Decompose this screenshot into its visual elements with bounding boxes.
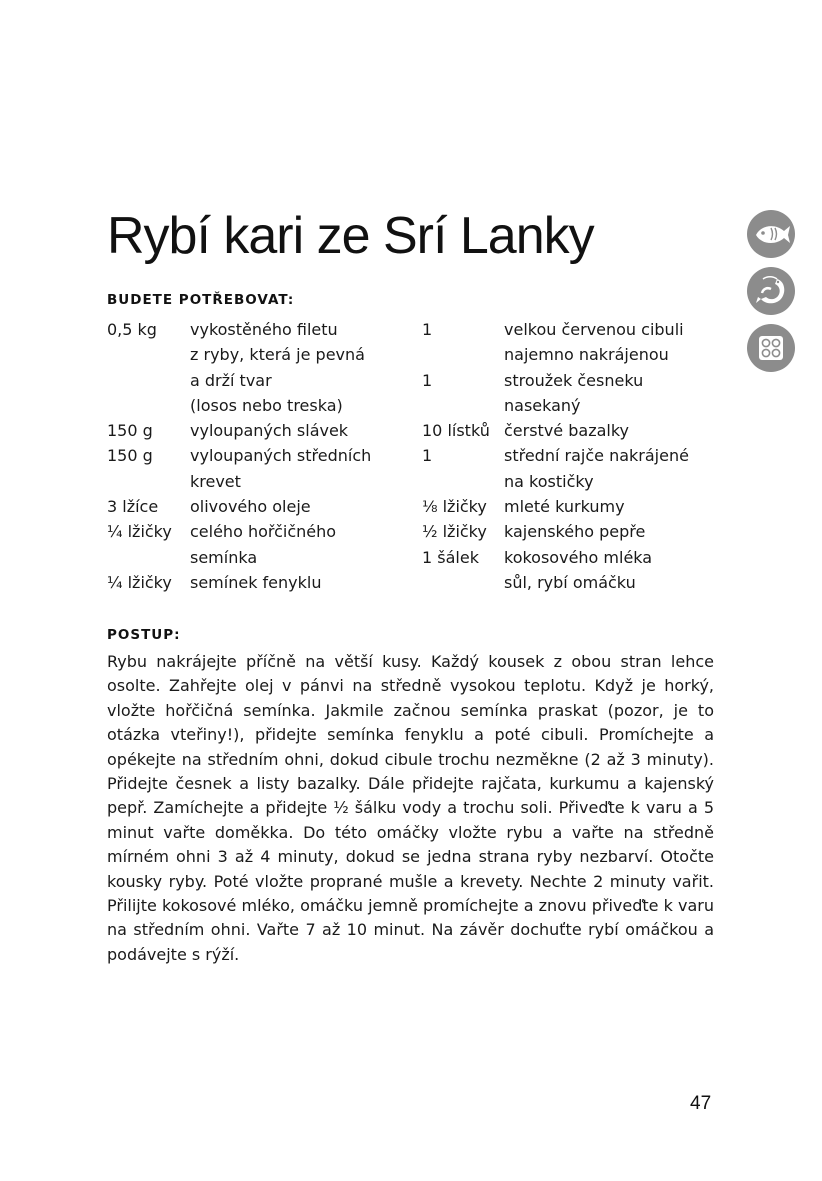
procedure-text: Rybu nakrájejte příčně na větší kusy. Každý kousek z obou stran lehce osolte. Zahřejte olej v pánvi na středně vysokou teplotu. Když je horký, vložte hořčičná semínka. Jakmile začnou semínka praskat (pozor, je to otázka vteřiny!), přidejte semínka fenyklu a poté cibuli. Promíchejte a opékejte na středním ohni, dokud cibule trochu nezměkne (2 až 3 minuty). Přidejte česnek a listy bazalky. Dále přidejte rajčata, kurkumu a kajenský pepř. Zamíchejte a přidejte ½ šálku vody a trochu soli. Přiveďte k varu a 5 minut vařte doměkka. Do této omáčky vložte rybu a vařte na středně mírném ohni 3 až 4 minuty, dokud se jedna strana ryby nezbarví. Otočte kousky ryby. Poté vložte proprané mušle a krevety. Nechte 2 minuty vařit. Přilijte kokosové mléko, omáčku jemně promíchejte a znovu přiveďte k varu na středním ohni. Vařte 7 až 10 minut. Na závěr dochuťte rybí omáčkou a podávejte s rýží. — [107, 652, 714, 964]
ingredient-name: vyloupaných středních krevet — [190, 446, 372, 491]
ingredient-name: celého hořčičného semínka — [190, 522, 337, 567]
ingredient-name: stroužek česneku nasekaný — [504, 370, 644, 415]
fish-icon — [747, 210, 795, 258]
category-icons — [747, 210, 797, 381]
ingredient-quantity: 1 — [422, 446, 433, 466]
ingredient-row — [422, 317, 722, 368]
ingredient-quantity: ½ lžičky — [422, 522, 487, 542]
recipe-title: Rybí kari ze Srí Lanky — [107, 207, 594, 265]
ingredient-name: sůl, rybí omáčku — [504, 572, 636, 592]
ingredient-quantity: 1 — [422, 370, 433, 390]
ingredient-name: střední rajče nakrájené na kostičky — [504, 446, 689, 491]
ingredient-quantity — [422, 570, 504, 595]
ingredient-quantity: 1 — [422, 320, 433, 339]
ingredient-row — [422, 570, 722, 595]
ingredient-row — [107, 494, 417, 519]
ingredient-name: kokosového mléka — [504, 547, 653, 567]
shrimp-icon — [747, 267, 795, 315]
ingredient-name: čerstvé bazalky — [504, 421, 629, 441]
ingredient-name: velkou červenou cibuli najemno nakrájenou — [504, 320, 684, 365]
ingredient-row — [107, 418, 417, 443]
ingredient-row — [422, 418, 722, 443]
ingredient-quantity: ⅛ lžičky — [422, 497, 487, 517]
ingredient-name: olivového oleje — [190, 497, 311, 517]
ingredient-row — [422, 443, 722, 494]
ingredient-quantity: 150 g — [107, 421, 153, 441]
page-number: 47 — [690, 1093, 712, 1114]
ingredient-quantity: ¼ lžičky — [107, 572, 172, 592]
ingredient-quantity: ¼ lžičky — [107, 522, 172, 542]
ingredient-quantity: 3 lžíce — [107, 497, 159, 517]
ingredient-row — [107, 519, 417, 570]
ingredient-name: semínek fenyklu — [190, 572, 322, 592]
ingredients-heading: BUDETE POTŘEBOVAT: — [107, 292, 295, 308]
stove-icon — [747, 324, 795, 372]
ingredient-quantity: 1 šálek — [422, 547, 479, 567]
ingredient-name: mleté kurkumy — [504, 497, 625, 517]
ingredient-row — [422, 545, 722, 570]
ingredients-left-column — [107, 317, 417, 595]
ingredient-row — [422, 494, 722, 519]
ingredient-name: vykostěného filetu z ryby, která je pevná a drží tvar (losos nebo treska) — [190, 320, 365, 415]
ingredient-row — [107, 317, 417, 418]
ingredient-row — [107, 443, 417, 494]
ingredient-row — [422, 368, 722, 419]
procedure-heading: POSTUP: — [107, 627, 181, 643]
ingredient-quantity: 150 g — [107, 446, 153, 466]
ingredient-row — [107, 570, 417, 595]
ingredient-quantity: 10 lístků — [422, 421, 490, 441]
ingredient-quantity: 0,5 kg — [107, 320, 157, 339]
ingredient-row — [422, 519, 722, 544]
ingredient-name: kajenského pepře — [504, 522, 646, 542]
ingredient-name: vyloupaných slávek — [190, 421, 349, 441]
ingredients-right-column — [422, 317, 722, 595]
